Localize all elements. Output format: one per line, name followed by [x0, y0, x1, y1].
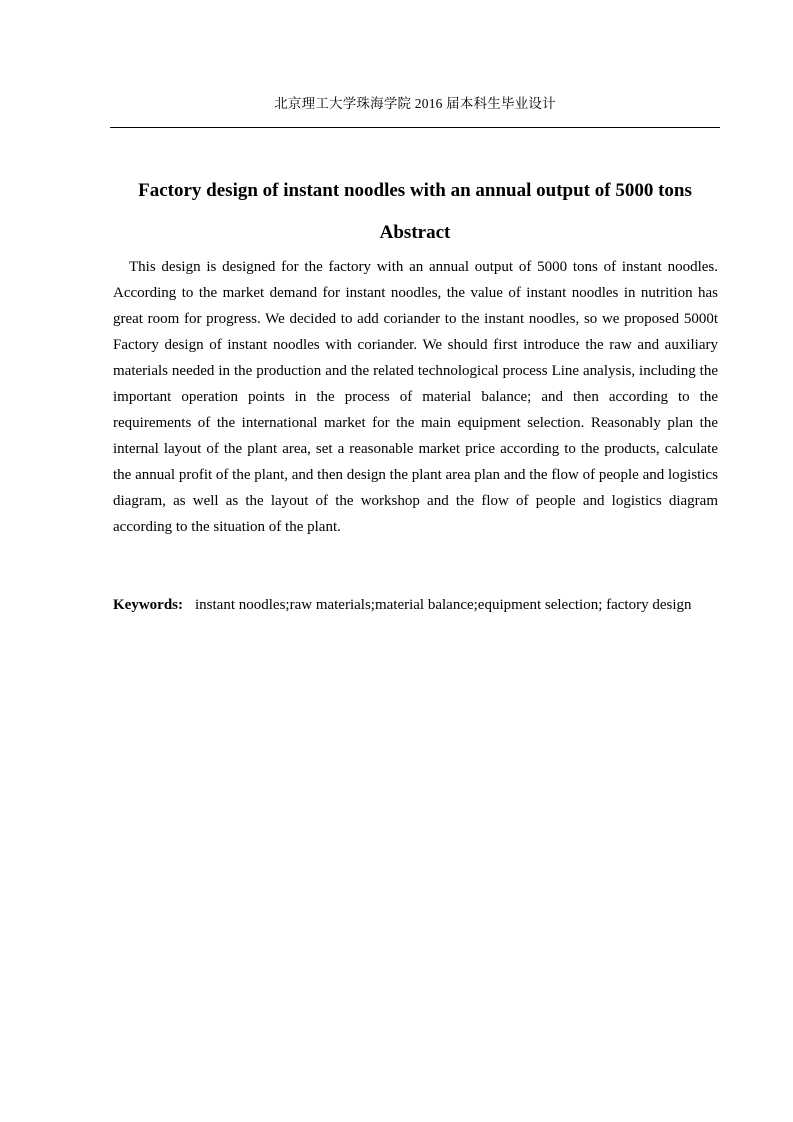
page-header: 北京理工大学珠海学院 2016 届本科生毕业设计 [274, 96, 556, 111]
keywords-line [113, 592, 718, 618]
document-title: Factory design of instant noodles with an annual output of 5000 tons [138, 180, 692, 201]
abstract-heading: Abstract [379, 222, 451, 243]
keywords-text: instant noodles;raw materials;material balance;equipment selection; factory design [195, 597, 692, 613]
header-divider [110, 127, 720, 128]
abstract-paragraph: This design is designed for the factory with an annual output of 5000 tons of instant noodles. According to the market demand for instant noodles, the value of instant noodles in nutrition has great room for progress. We decided to add coriander to the instant noodles, so we proposed 5000t Factory design of instant noodles with coriander. We should first introduce the raw and auxiliary materials needed in the production and the related technological process Line analysis, including the important operation points in the process of material balance; and then according to the requirements of the international market for the main equipment selection. Reasonably plan the internal layout of the plant area, set a reasonable market price according to the products, calculate the annual profit of the plant, and then design the plant area plan and the flow of people and logistics diagram, as well as the layout of the workshop and the flow of people and logistics diagram according to the situation of the plant. [113, 259, 718, 535]
keywords-label: Keywords: [113, 597, 183, 613]
